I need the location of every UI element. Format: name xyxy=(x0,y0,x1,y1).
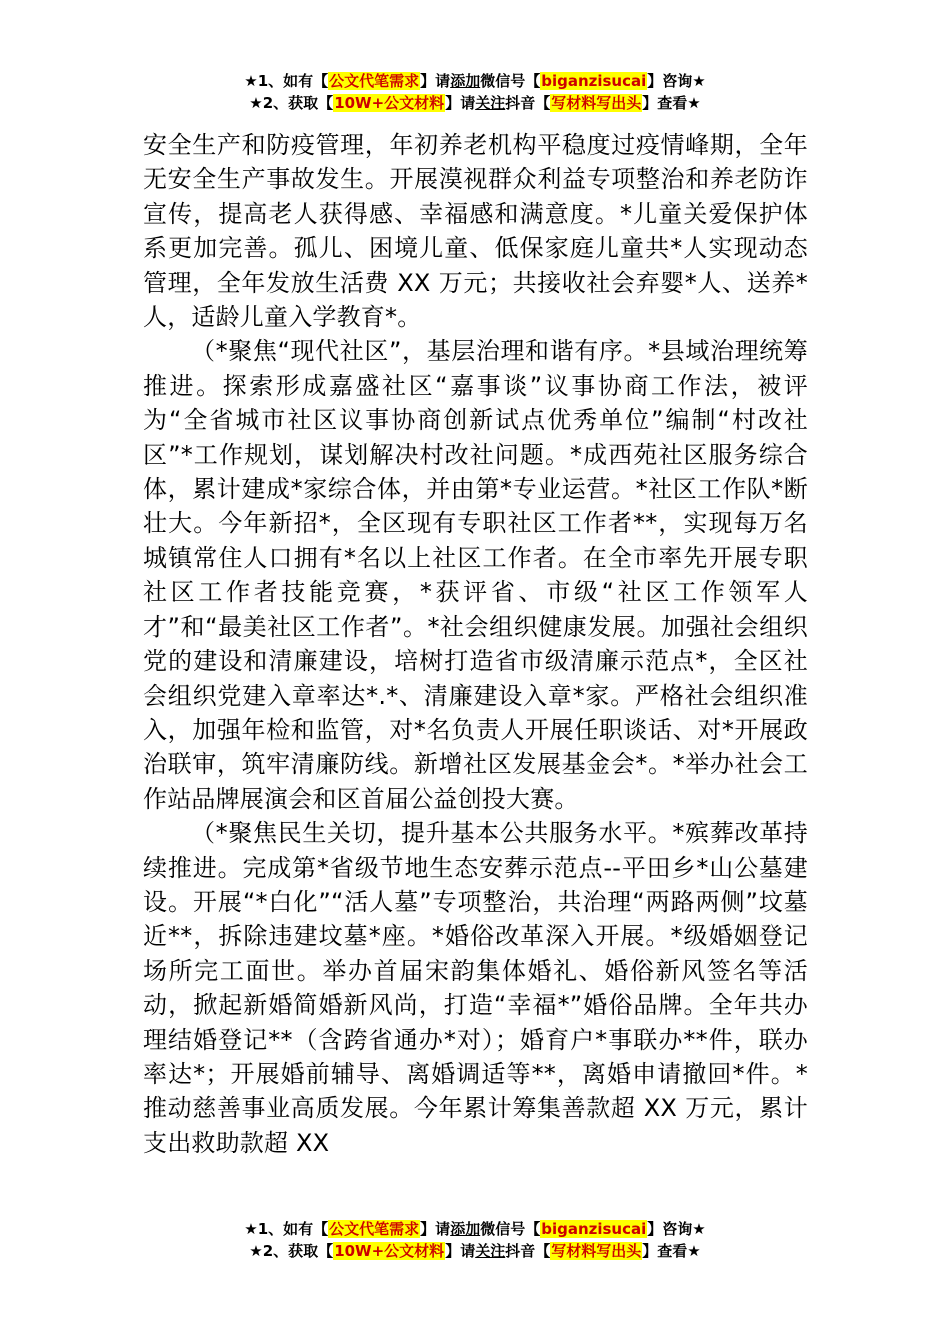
paragraph-2: （*聚焦“现代社区”，基层治理和谐有序。*县域治理统筹推进。探索形成嘉盛社区“嘉事谈”议事协商工作法，被评为“全省城市社区议事协商创新试点优秀单位”编制“村改社区”*工作规划，谋划解决村改社问题。*成西苑社区服务综合体，累计建成*家综合体，并由第*专业运营。*社区工作队*断壮大。今年新招*，全区现有专职社区工作者**，实现每万名城镇常住人口拥有*名以上社区工作者。在全市率先开展专职社区工作者技能竞赛，*获评省、市级“社区工作领军人才”和“最美社区工作者”。*社会组织健康发展。加强社会组织党的建设和清廉建设，培树打造省市级清廉示范点*，全区社会组织党建入章率达*.*、清廉建设入章*家。严格社会组织准入，加强年检和监管，对*名负责人开展任职谈话、对*开展政治联审，筑牢清廉防线。新增社区发展基金会*。*举办社会工作站品牌展演会和区首届公益创投大赛。 xyxy=(143,337,808,813)
highlight-materials: 10W+公文材料 xyxy=(334,94,445,112)
footer-banner xyxy=(0,1218,950,1262)
highlight-service: 公文代笔需求 xyxy=(329,1220,420,1238)
footer-line-2: ★2、获取【10W+公文材料】请关注抖音【写材料写出头】查看★ xyxy=(249,1242,701,1260)
highlight-douyin: 写材料写出头 xyxy=(551,1242,642,1260)
paragraph-3: （*聚焦民生关切，提升基本公共服务水平。*殡葬改革持续推进。完成第*省级节地生态安葬示范点--平田乡*山公墓建设。开展“*白化”“活人墓”专项整治，共治理“两路两侧”坟墓近**，拆除违建坟墓*座。*婚俗改革深入开展。*级婚姻登记场所完工面世。举办首届宋韵集体婚礼、婚俗新风签名等活动，掀起新婚简婚新风尚，打造“幸福*”婚俗品牌。全年共办理结婚登记**（含跨省通办*对）；婚育户*事联办**件，联办率达*；开展婚前辅导、离婚调适等**，离婚申请撤回*件。*推动慈善事业高质发展。今年累计筹集善款超 XX 万元，累计支出救助款超 XX xyxy=(143,819,808,1157)
highlight-douyin: 写材料写出头 xyxy=(551,94,642,112)
header-banner xyxy=(0,70,950,114)
highlight-materials: 10W+公文材料 xyxy=(334,1242,445,1260)
highlight-wechat-id: biganzisucai xyxy=(541,1220,647,1238)
footer-line-1: ★1、如有【公文代笔需求】请添加微信号【biganzisucai】咨询★ xyxy=(244,1220,706,1238)
banner-line-1: ★1、如有【公文代笔需求】请添加微信号【biganzisucai】咨询★ xyxy=(244,72,706,90)
highlight-wechat-id: biganzisucai xyxy=(541,72,647,90)
banner-line-2: ★2、获取【10W+公文材料】请关注抖音【写材料写出头】查看★ xyxy=(249,94,701,112)
document-body xyxy=(143,128,808,1160)
highlight-service: 公文代笔需求 xyxy=(329,72,420,90)
paragraph-1: 安全生产和防疫管理，年初养老机构平稳度过疫情峰期，全年无安全生产事故发生。开展漠视群众利益专项整治和养老防诈宣传，提高老人获得感、幸福感和满意度。*儿童关爱保护体系更加完善。孤儿、困境儿童、低保家庭儿童共*人实现动态管理，全年发放生活费 XX 万元；共接收社会弃婴*人、送养*人，适龄儿童入学教育*。 xyxy=(143,131,808,332)
